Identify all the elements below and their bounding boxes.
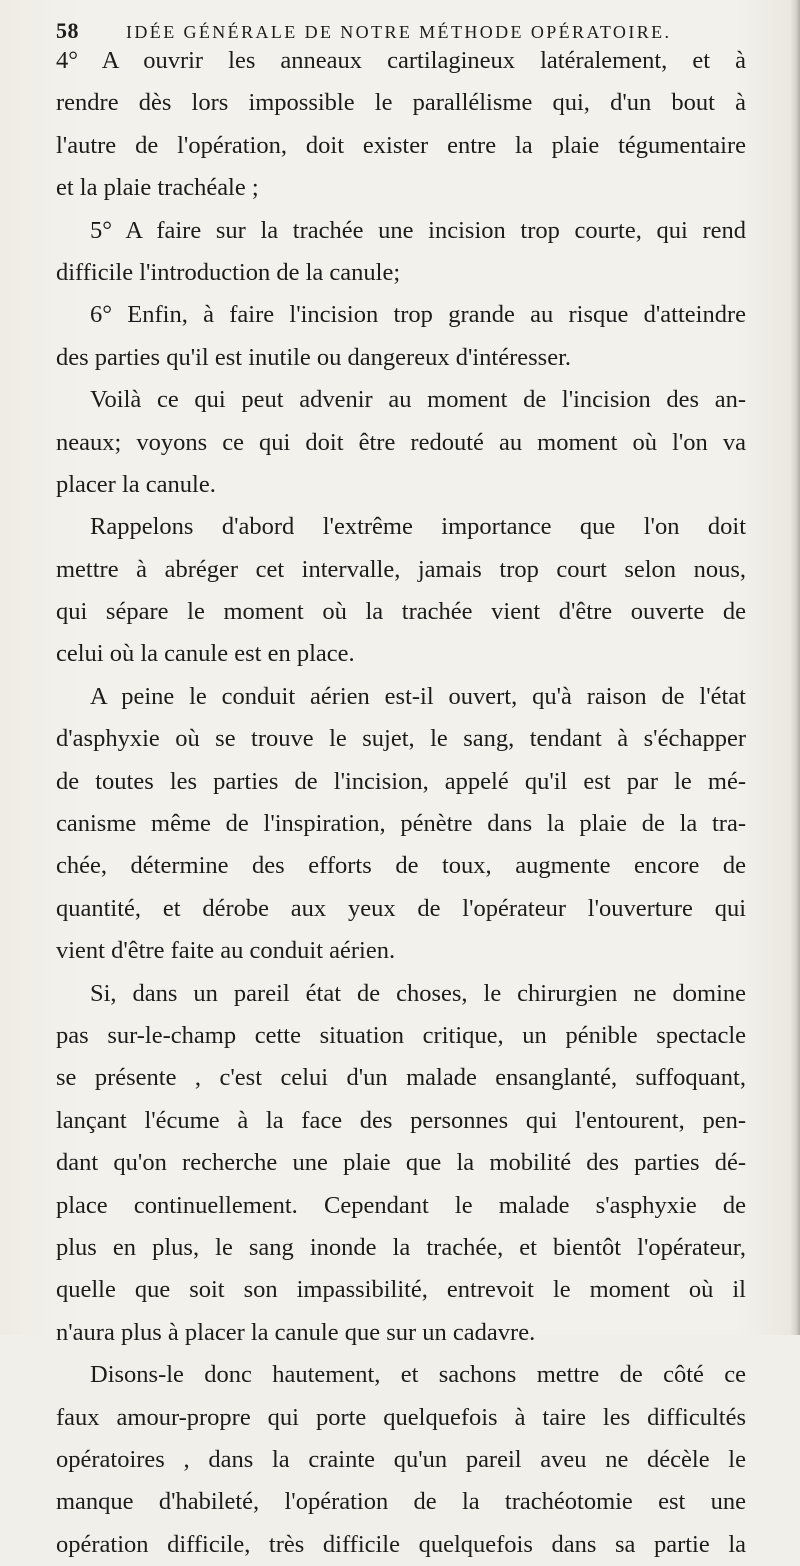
text-line: 5° A faire sur la trachée une incision trop courte, qui rend <box>90 216 746 244</box>
text-line: l'autre de l'opération, doit exister entre la plaie tégumentaire <box>56 131 746 159</box>
text-line: de toutes les parties de l'incision, appelé qu'il est par le mé- <box>56 767 746 795</box>
page-edge-shadow <box>790 0 800 1335</box>
page-number: 58 <box>56 18 79 43</box>
text-line: Disons-le donc hautement, et sachons mettre de côté ce <box>90 1361 746 1389</box>
text-line: opératoires , dans la crainte qu'un pareil aveu ne décèle le <box>56 1445 746 1473</box>
text-line: placer la canule. <box>56 470 216 498</box>
text-line: rendre dès lors impossible le parallélisme qui, d'un bout à <box>56 89 746 117</box>
text-line: n'aura plus à placer la canule que sur un cadavre. <box>56 1318 536 1346</box>
text-line: faux amour-propre qui porte quelquefois à taire les difficultés <box>56 1403 746 1431</box>
text-line: et la plaie trachéale ; <box>56 174 259 202</box>
text-line: 6° Enfin, à faire l'incision trop grande au risque d'atteindre <box>90 301 746 329</box>
text-line: Voilà ce qui peut advenir au moment de l'incision des an- <box>90 386 746 414</box>
text-line: Rappelons d'abord l'extrême importance que l'on doit <box>90 513 746 541</box>
text-line: vient d'être faite au conduit aérien. <box>56 937 396 965</box>
text-line: dant qu'on recherche une plaie que la mobilité des parties dé- <box>56 1149 746 1177</box>
text-line: quelle que soit son impassibilité, entrevoit le moment où il <box>56 1276 746 1304</box>
text-line: Si, dans un pareil état de choses, le chirurgien ne domine <box>90 979 746 1007</box>
text-line: place continuellement. Cependant le malade s'asphyxie de <box>56 1191 746 1219</box>
text-line: lançant l'écume à la face des personnes qui l'entourent, pen- <box>56 1106 746 1134</box>
text-line: manque d'habileté, l'opération de la trachéotomie est une <box>56 1488 746 1516</box>
text-line: qui sépare le moment où la trachée vient d'être ouverte de <box>56 598 746 626</box>
text-line: difficile l'introduction de la canule; <box>56 258 401 286</box>
text-line: des parties qu'il est inutile ou dangereux d'intéresser. <box>56 343 572 371</box>
text-line: quantité, et dérobe aux yeux de l'opérateur l'ouverture qui <box>56 894 746 922</box>
text-line: opération difficile, très difficile quelquefois dans sa partie la <box>56 1530 746 1558</box>
text-line: neaux; voyons ce qui doit être redouté au moment où l'on va <box>56 428 746 456</box>
text-line: canisme même de l'inspiration, pénètre dans la plaie de la tra- <box>56 810 746 838</box>
text-line: A peine le conduit aérien est-il ouvert, qu'à raison de l'état <box>90 682 746 710</box>
text-line: plus en plus, le sang inonde la trachée, et bientôt l'opérateur, <box>56 1233 746 1261</box>
text-line: d'asphyxie où se trouve le sujet, le sang, tendant à s'échapper <box>56 725 746 753</box>
text-line: celui où la canule est en place. <box>56 640 355 668</box>
text-line: mettre à abréger cet intervalle, jamais trop court selon nous, <box>56 555 746 583</box>
body-text <box>56 40 746 1566</box>
running-head: IDÉE GÉNÉRALE DE NOTRE MÉTHODE OPÉRATOIRE. <box>126 22 672 42</box>
text-line: se présente , c'est celui d'un malade ensanglanté, suffoquant, <box>56 1064 746 1092</box>
text-line: pas sur-le-champ cette situation critique, un pénible spectacle <box>56 1021 746 1049</box>
text-line: chée, détermine des efforts de toux, augmente encore de <box>56 852 746 880</box>
text-line: 4° A ouvrir les anneaux cartilagineux latéralement, et à <box>56 47 746 74</box>
